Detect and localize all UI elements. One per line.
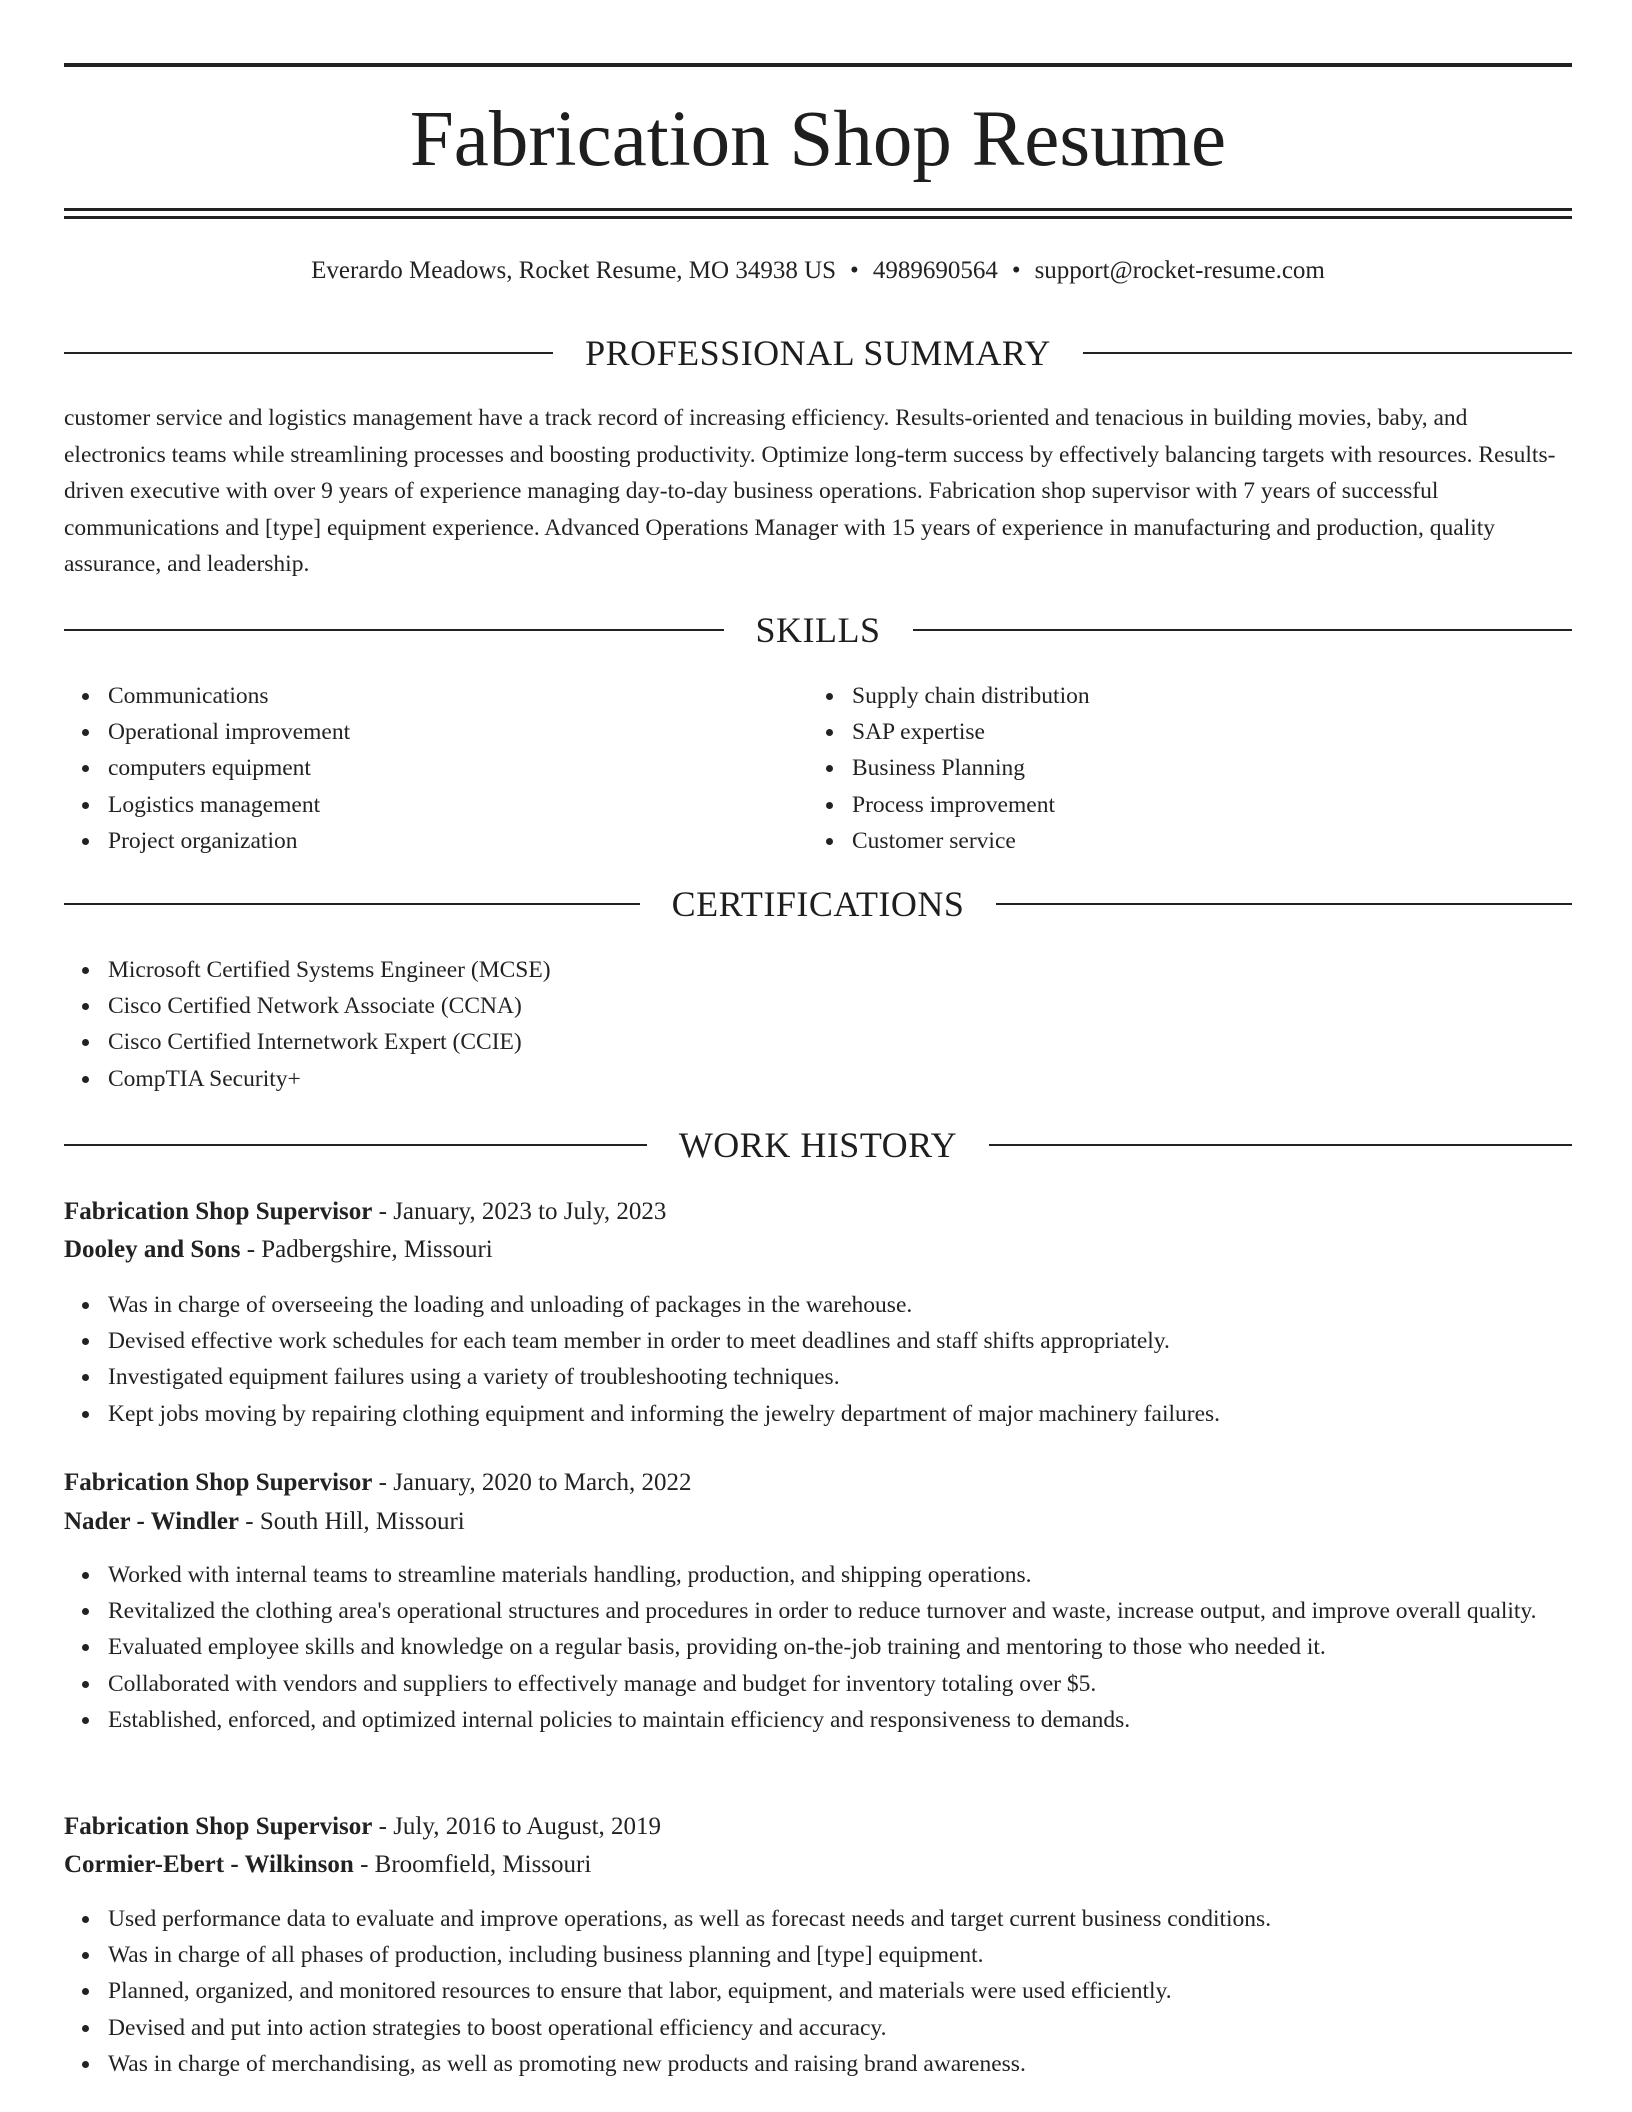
job-dates: January, 2023 to July, 2023	[393, 1198, 667, 1225]
job-title-line	[64, 1465, 1572, 1501]
certification-item: CompTIA Security+	[64, 1061, 1572, 1097]
heading-rule-left	[64, 903, 640, 905]
skill-item: SAP expertise	[808, 714, 1508, 750]
section-heading-label: SKILLS	[755, 610, 881, 650]
skill-item: Process improvement	[808, 787, 1508, 823]
contact-line	[64, 254, 1572, 288]
job-dash: -	[240, 1236, 262, 1263]
job-bullets	[64, 1901, 1572, 2082]
certifications-list	[64, 952, 1572, 1097]
heading-rule-right	[1083, 352, 1572, 354]
job-company: Cormier-Ebert - Wilkinson	[64, 1851, 354, 1878]
job-location: South Hill, Missouri	[259, 1508, 465, 1535]
job-bullet: Was in charge of merchandising, as well as promoting new products and raising brand awareness.	[64, 2046, 1572, 2082]
contact-address: Everardo Meadows, Rocket Resume, MO 34938 US	[311, 257, 837, 284]
skill-item: Customer service	[808, 823, 1508, 859]
section-heading-skills	[64, 608, 1572, 652]
heading-rule-right	[989, 1144, 1572, 1146]
job-bullet: Planned, organized, and monitored resources to ensure that labor, equipment, and materials were used efficiently.	[64, 1973, 1572, 2009]
contact-phone: 4989690564	[872, 257, 998, 284]
summary-text: customer service and logistics management have a track record of increasing efficiency. Results-oriented and tenacious in building movies, baby, and electronics teams while streamlining processes and boosting productivity. Optimize long-term success by effectively balancing targets with resources. Results-driven executive with over 9 years of experience managing day-to-day business operations. Fabrication shop supervisor with 7 years of successful communications and [type] equipment experience. Advanced Operations Manager with 15 years of experience in manufacturing and production, quality assurance, and leadership.	[64, 405, 1556, 577]
job-bullet: Established, enforced, and optimized internal policies to maintain efficiency and responsiveness to demands.	[64, 1702, 1572, 1738]
job-bullet: Investigated equipment failures using a variety of troubleshooting techniques.	[64, 1359, 1572, 1395]
job-dash: -	[353, 1851, 375, 1878]
skill-item: Project organization	[64, 823, 764, 859]
header-double-rule-upper	[64, 208, 1572, 211]
job-bullets	[64, 1287, 1572, 1432]
job-bullet: Used performance data to evaluate and improve operations, as well as forecast needs and target current business conditions.	[64, 1901, 1572, 1937]
job-title-line	[64, 1194, 1572, 1230]
job-bullet: Was in charge of all phases of production, including business planning and [type] equipment.	[64, 1937, 1572, 1973]
heading-rule-left	[64, 1144, 647, 1146]
job-bullet: Evaluated employee skills and knowledge on a regular basis, providing on-the-job training and mentoring to those who needed it.	[64, 1629, 1572, 1665]
section-heading-summary	[64, 331, 1572, 375]
job-dates: January, 2020 to March, 2022	[393, 1469, 692, 1496]
contact-separator: •	[1011, 257, 1021, 284]
job-company-line	[64, 1232, 1572, 1268]
job-bullet: Collaborated with vendors and suppliers to effectively manage and budget for inventory totaling over $5.	[64, 1666, 1572, 1702]
job-title: Fabrication Shop Supervisor	[64, 1198, 373, 1225]
certification-item: Microsoft Certified Systems Engineer (MCSE)	[64, 952, 1572, 988]
skill-item: computers equipment	[64, 750, 764, 786]
job-bullet: Was in charge of overseeing the loading and unloading of packages in the warehouse.	[64, 1287, 1572, 1323]
skill-item: Logistics management	[64, 787, 764, 823]
job-bullets	[64, 1557, 1572, 1738]
job-dates: July, 2016 to August, 2019	[393, 1813, 662, 1840]
job-dash: -	[372, 1813, 394, 1840]
job-bullet: Revitalized the clothing area's operational structures and procedures in order to reduce turnover and waste, increase output, and improve overall quality.	[64, 1593, 1572, 1629]
job-dash: -	[372, 1469, 394, 1496]
header-top-rule	[64, 63, 1572, 67]
heading-rule-left	[64, 352, 553, 354]
job-title: Fabrication Shop Supervisor	[64, 1813, 373, 1840]
contact-email: support@rocket-resume.com	[1034, 257, 1325, 284]
heading-rule-left	[64, 629, 724, 631]
certification-item: Cisco Certified Internetwork Expert (CCIE)	[64, 1024, 1572, 1060]
section-heading-certifications	[64, 882, 1572, 926]
skill-item: Communications	[64, 678, 764, 714]
job-company: Dooley and Sons	[64, 1236, 241, 1263]
job-company-line	[64, 1847, 1572, 1883]
job-company-line	[64, 1504, 1572, 1540]
header-double-rule-lower	[64, 216, 1572, 219]
resume-title: Fabrication Shop Resume	[409, 96, 1227, 183]
skill-item: Business Planning	[808, 750, 1508, 786]
skills-list-left	[64, 678, 764, 859]
section-heading-label: CERTIFICATIONS	[671, 884, 965, 924]
skill-item: Supply chain distribution	[808, 678, 1508, 714]
job-location: Padbergshire, Missouri	[261, 1236, 493, 1263]
heading-rule-right	[996, 903, 1572, 905]
certification-item: Cisco Certified Network Associate (CCNA)	[64, 988, 1572, 1024]
job-location: Broomfield, Missouri	[374, 1851, 592, 1878]
job-bullet: Kept jobs moving by repairing clothing equipment and informing the jewelry department of major machinery failures.	[64, 1396, 1572, 1432]
heading-rule-right	[913, 629, 1573, 631]
job-bullet: Devised and put into action strategies to boost operational efficiency and accuracy.	[64, 2010, 1572, 2046]
job-title-line	[64, 1809, 1572, 1845]
section-heading-label: WORK HISTORY	[678, 1125, 958, 1165]
job-dash: -	[239, 1508, 260, 1535]
section-heading-label: PROFESSIONAL SUMMARY	[585, 333, 1051, 373]
job-dash: -	[372, 1198, 394, 1225]
contact-separator: •	[850, 257, 859, 284]
job-company: Nader - Windler	[64, 1508, 240, 1535]
skills-list-right	[808, 678, 1508, 859]
job-bullet: Worked with internal teams to streamline materials handling, production, and shipping operations.	[64, 1557, 1572, 1593]
section-heading-work-history	[64, 1123, 1572, 1167]
job-bullet: Devised effective work schedules for each team member in order to meet deadlines and staff shifts appropriately.	[64, 1323, 1572, 1359]
skill-item: Operational improvement	[64, 714, 764, 750]
job-title: Fabrication Shop Supervisor	[64, 1469, 373, 1496]
